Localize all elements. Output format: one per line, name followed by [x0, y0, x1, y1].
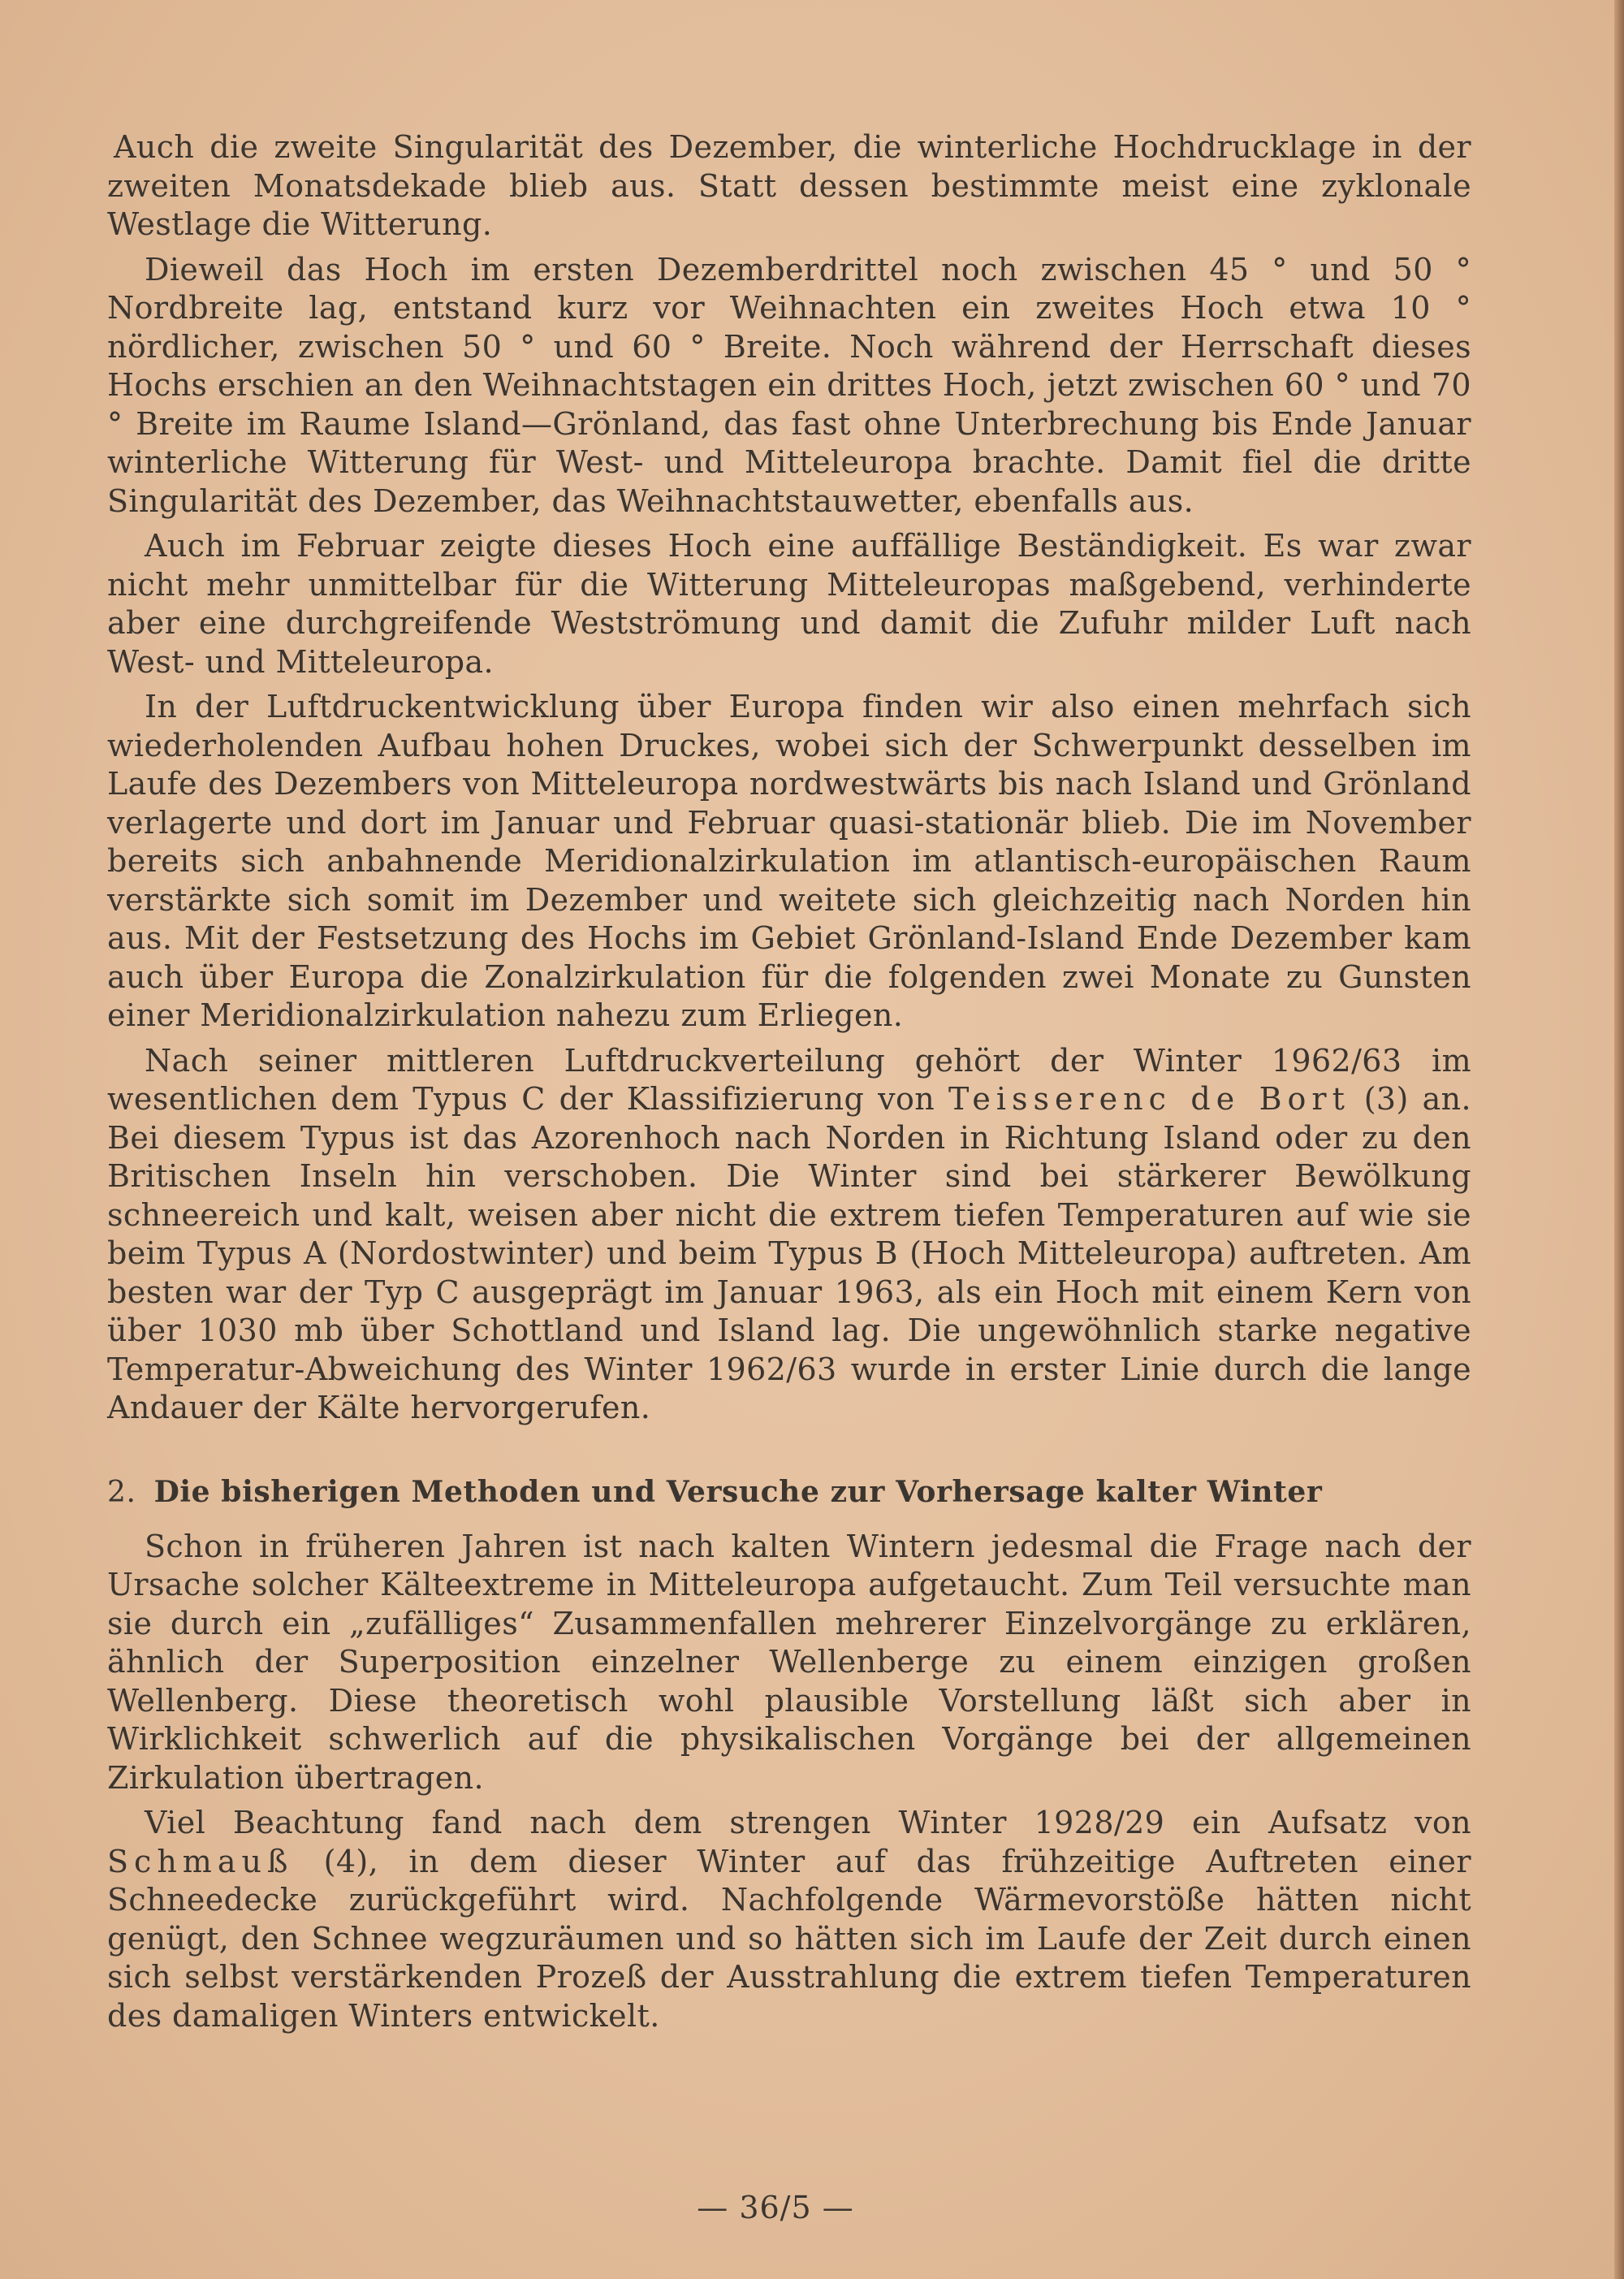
section-heading [107, 1473, 1471, 1511]
author-name-schmauss: Schmauß [107, 1843, 294, 1879]
paragraph-7-end: (4), in dem dieser Winter auf das frühzeitige Auftreten einer Schneedecke zurückgeführt wird. Nachfolgende Wärmevorstöße hätten nicht genügt, den Schnee wegzuräumen und so hätten sich im Laufe der Zeit durch einen sich selbst verstärkenden Prozeß der Ausstrahlung die extrem tiefen Temperaturen des damaligen Winters entwickelt. [107, 1843, 1471, 2034]
paragraph-2: Dieweil das Hoch im ersten Dezemberdrittel noch zwischen 45 ° und 50 ° Nordbreite lag, entstand kurz vor Weihnachten ein zweites Hoch etwa 10 ° nördlicher, zwischen 50 ° und 60 ° Breite. Noch während der Herrschaft dieses Hochs erschien an den Weihnachtstagen ein drittes Hoch, jetzt zwischen 60 ° und 70 ° Breite im Raume Island—Grönland, das fast ohne Unterbrechung bis Ende Januar winterliche Witterung für West- und Mitteleuropa brachte. Damit fiel die dritte Singularität des Dezember, das Weihnachtstauwetter, ebenfalls aus. [107, 251, 1471, 519]
section-title: Die bisherigen Methoden und Versuche zur Vorhersage kalter Winter [153, 1474, 1323, 1509]
author-name-teisserenc: Teisserenc de Bort [948, 1081, 1350, 1117]
paragraph-1: Auch die zweite Singularität des Dezember, die winterliche Hochdrucklage in der zweiten Monatsdekade blieb aus. Statt dessen bestimmte meist eine zyklonale Westlage die Witterung. [107, 129, 1471, 242]
paragraph-4: In der Luftdruckentwicklung über Europa finden wir also einen mehrfach sich wiederholenden Aufbau hohen Druckes, wobei sich der Schwerpunkt desselben im Laufe des Dezembers von Mitteleuropa nordwestwärts bis nach Island und Grönland verlagerte und dort im Januar und Februar quasi-stationär blieb. Die im November bereits sich anbahnende Meridionalzirkulation im atlantisch-europäischen Raum verstärkte sich somit im Dezember und weitete sich gleichzeitig nach Norden hin aus. Mit der Festsetzung des Hochs im Gebiet Grönland-Island Ende Dezember kam auch über Europa die Zonalzirkulation für die folgenden zwei Monate zu Gunsten einer Meridionalzirkulation nahezu zum Erliegen. [107, 689, 1471, 1033]
paragraph-5-end: (3) an. Bei diesem Typus ist das Azorenhoch nach Norden in Richtung Island oder zu den Britischen Inseln hin verschoben. Die Winter sind bei stärkerer Bewölkung schneereich und kalt, weisen aber nicht die extrem tiefen Temperaturen auf wie sie beim Typus A (Nordostwinter) und beim Typus B (Hoch Mitteleuropa) auftreten. Am besten war der Typ C ausgeprägt im Januar 1963, als ein Hoch mit einem Kern von über 1030 mb über Schottland und Island lag. Die ungewöhnlich starke negative Temperatur-Abweichung des Winter 1962/63 wurde in erster Linie durch die lange Andauer der Kälte hervorgerufen. [107, 1081, 1471, 1425]
section-number: 2. [107, 1475, 136, 1509]
paragraph-3: Auch im Februar zeigte dieses Hoch eine auffällige Beständigkeit. Es war zwar nicht mehr unmittelbar für die Witterung Mitteleuropas maßgebend, verhinderte aber eine durchgreifende Westströmung und damit die Zufuhr milder Luft nach West- und Mitteleuropa. [107, 528, 1471, 680]
paragraph-5 [107, 1042, 1471, 1428]
paragraph-7-start: Viel Beachtung fand nach dem strengen Winter 1928/29 ein Aufsatz von [145, 1805, 1471, 1840]
paragraph-5-start: Nach seiner mittleren Luftdruckverteilung gehört der Winter 1962/63 im wesentlichen dem Typus C der Klassifizierung von [107, 1042, 1471, 1117]
page-edge [1614, 0, 1624, 2279]
paragraph-6: Schon in früheren Jahren ist nach kalten Wintern jedesmal die Frage nach der Ursache solcher Kälteextreme in Mitteleuropa aufgetaucht. Zum Teil versuchte man sie durch ein „zufälliges“ Zusammenfallen mehrerer Einzelvorgänge zu erklären, ähnlich der Superposition einzelner Wellenberge zu einem einzigen großen Wellenberg. Diese theoretisch wohl plausible Vorstellung läßt sich aber in Wirklichkeit schwerlich auf die physikalischen Vorgänge bei der allgemeinen Zirkulation übertragen. [107, 1528, 1471, 1796]
body-text [107, 128, 1471, 2042]
paragraph-7 [107, 1804, 1471, 2035]
page-number: — 36/5 — [697, 2190, 854, 2225]
